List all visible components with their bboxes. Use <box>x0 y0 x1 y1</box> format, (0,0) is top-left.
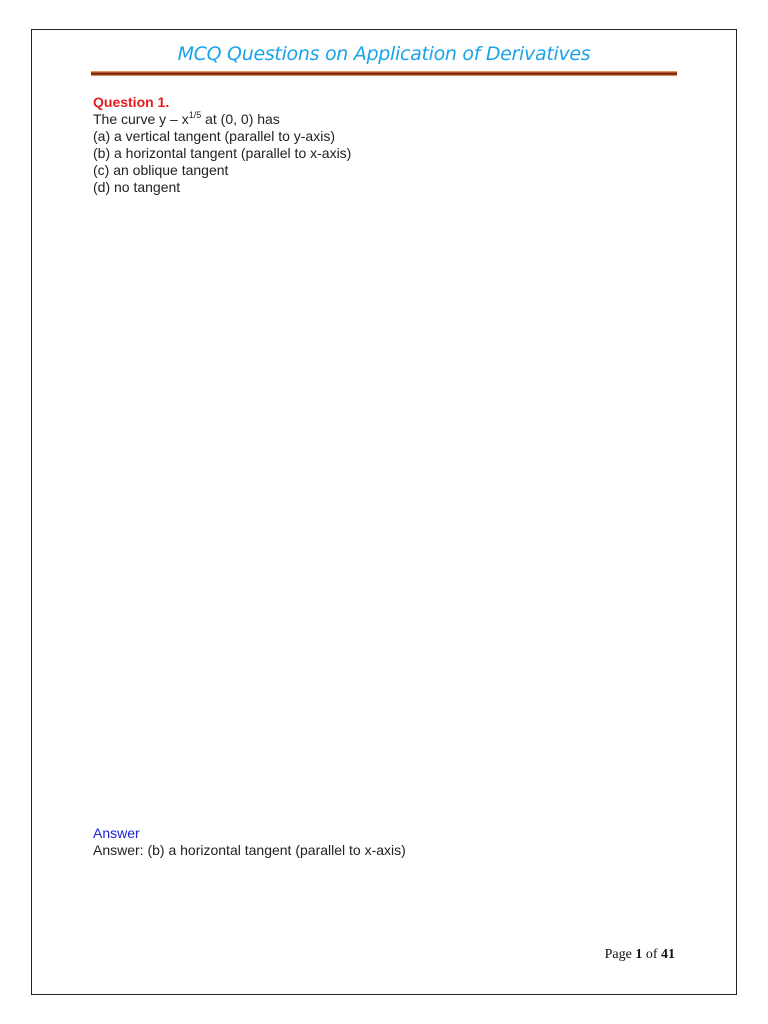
question-stem-prefix: The curve y – x <box>93 111 189 127</box>
question-stem-suffix: at (0, 0) has <box>201 111 280 127</box>
answer-label: Answer <box>93 825 140 841</box>
answer-text: Answer: (b) a horizontal tangent (parallel to x-axis) <box>93 842 406 858</box>
answer-block <box>93 825 693 859</box>
footer-total-pages: 41 <box>661 947 675 962</box>
footer-page-number: 1 <box>635 947 643 962</box>
page-footer <box>520 947 675 963</box>
option-a: (a) a vertical tangent (parallel to y-axis) <box>93 128 335 144</box>
footer-page-word: Page <box>604 947 636 962</box>
footer-of-word: of <box>642 947 661 962</box>
question-stem <box>93 111 693 128</box>
question-label: Question 1. <box>93 94 170 110</box>
title-underline-rule <box>91 71 677 76</box>
option-c: (c) an oblique tangent <box>93 162 229 178</box>
question-block <box>93 94 693 196</box>
question-stem-exponent: 1/5 <box>188 110 202 120</box>
document-title: MCQ Questions on Application of Derivatives <box>177 43 591 65</box>
option-d: (d) no tangent <box>93 179 181 195</box>
option-b: (b) a horizontal tangent (parallel to x-axis) <box>93 145 352 161</box>
